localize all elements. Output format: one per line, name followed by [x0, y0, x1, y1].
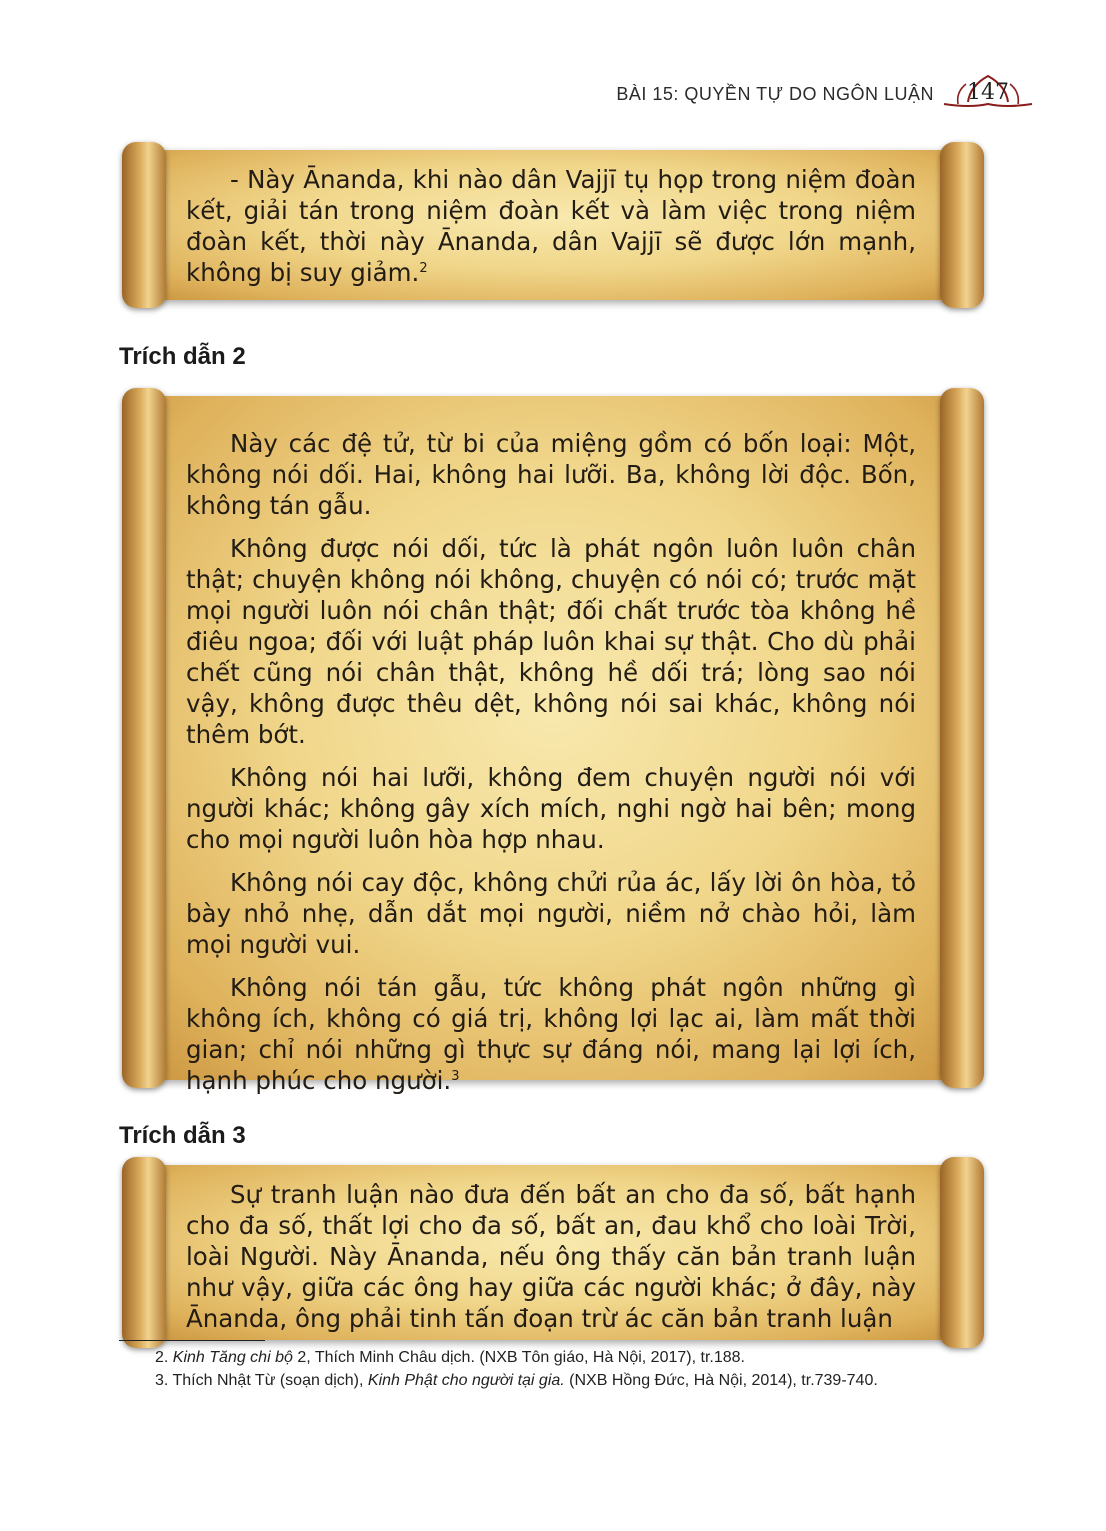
footnote-3: 3. Thích Nhật Từ (soạn dịch), Kinh Phật cho người tại gia. (NXB Hồng Đức, Hà Nội, 2014), tr.739-740.	[155, 1372, 878, 1389]
quote-paragraph: Không nói cay độc, không chửi rủa ác, lấy lời ôn hòa, tỏ bày nhỏ nhẹ, dẫn dắt mọi người, niềm nở chào hỏi, làm mọi người vui.	[186, 868, 916, 959]
scroll-roll-right	[940, 1157, 984, 1348]
quote-paragraph: Không được nói dối, tức là phát ngôn luôn luôn chân thật; chuyện không nói không, chuyện có nói có; trước mặt mọi người luôn nói chân thật; đối chất trước tòa không hề điêu ngoa; đối với luật pháp luôn khai sự thật. Cho dù phải chết cũng nói chân thật, không hề dối trá; lòng sao nói vậy, không được thêu dệt, không nói sai khác, không nói thêm bớt.	[186, 534, 916, 749]
quote-paragraph: Này các đệ tử, từ bi của miệng gồm có bốn loại: Một, không nói dối. Hai, không hai lưỡi. Ba, không lời độc. Bốn, không tán gẫu.	[186, 429, 916, 520]
footnote-ref: 3	[451, 1069, 460, 1084]
footnote-2: 2. Kinh Tăng chi bộ 2, Thích Minh Châu dịch. (NXB Tôn giáo, Hà Nội, 2017), tr.188.	[155, 1349, 745, 1366]
page-number: 147	[967, 80, 1009, 105]
footnote-divider	[119, 1340, 265, 1341]
scroll-roll-left	[122, 142, 166, 308]
footnotes	[119, 1346, 999, 1392]
quote-paragraph: Không nói tán gẫu, tức không phát ngôn những gì không ích, không có giá trị, không lợi lạc ai, làm mất thời gian; chỉ nói những gì thực sự đáng nói, mang lại lợi ích, hạnh phúc cho người.$^3$	[186, 973, 916, 1095]
scroll-roll-right	[940, 142, 984, 308]
page-number-badge	[940, 74, 1036, 114]
quote-scroll-3	[128, 1165, 978, 1340]
quote-text	[186, 1179, 916, 1334]
quote-text	[186, 164, 916, 300]
section-heading-quote-3: Trích dẫn 3	[119, 1122, 246, 1149]
scroll-roll-left	[122, 1157, 166, 1348]
chapter-title: BÀI 15: QUYỀN TỰ DO NGÔN LUẬN	[616, 83, 934, 104]
section-heading-quote-2: Trích dẫn 2	[119, 343, 246, 370]
quote-paragraph: - Này Ānanda, khi nào dân Vajjī tụ họp trong niệm đoàn kết, giải tán trong niệm đoàn kết và làm việc trong niệm đoàn kết, thời này Ānanda, dân Vajjī sẽ được lớn mạnh, không bị suy giảm.$^2$	[186, 165, 916, 287]
quote-paragraph: Sự tranh luận nào đưa đến bất an cho đa số, bất hạnh cho đa số, thất lợi cho đa số, bất an, đau khổ cho loài Trời, loài Người. Này Ānanda, nếu ông thấy căn bản tranh luận như vậy, giữa các ông hay giữa các người khác; ở đây, này Ānanda, ông phải tinh tấn đoạn trừ ác căn bản tranh luận	[186, 1180, 916, 1333]
quote-text	[186, 428, 916, 1108]
scroll-roll-left	[122, 388, 166, 1088]
scroll-roll-right	[940, 388, 984, 1088]
quote-paragraph: Không nói hai lưỡi, không đem chuyện người nói với người khác; không gây xích mích, nghi ngờ hai bên; mong cho mọi người luôn hòa hợp nhau.	[186, 763, 916, 854]
quote-scroll-1	[128, 150, 978, 300]
footnote-ref: 2	[419, 261, 428, 276]
page-header	[616, 74, 1036, 114]
quote-scroll-2	[128, 396, 978, 1095]
